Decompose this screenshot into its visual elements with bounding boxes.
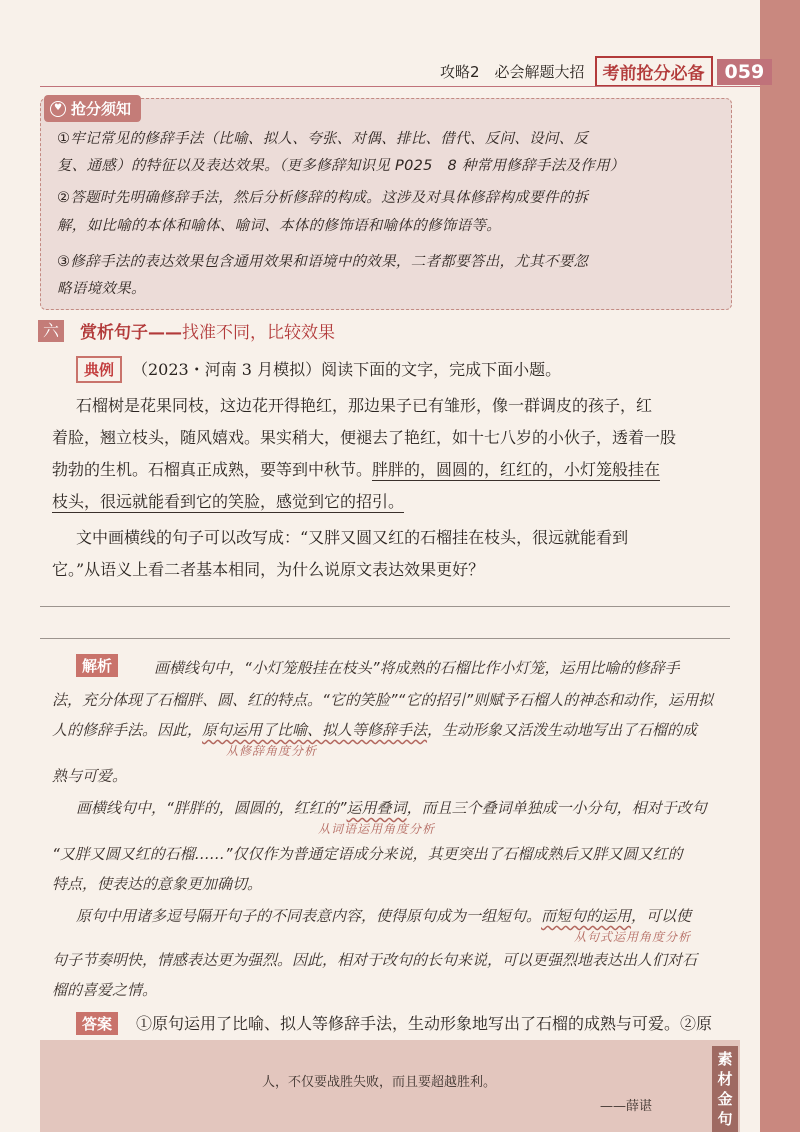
underlined-sentence: 枝头，很远就能看到它的笑脸，感觉到它的招引。 <box>52 492 405 511</box>
passage-text: 勃勃的生机。石榴真正成熟，要等到中秋节。 <box>52 460 373 479</box>
analysis-highlight: 原句运用了比喻、拟人等修辞手法 <box>202 721 428 739</box>
tips-tag <box>44 95 141 122</box>
footer-quote: 人，不仅要战胜失败，而且要超越胜利。 <box>262 1075 497 1090</box>
analysis-text: ，生动形象又活泼生动地写出了石榴的成 <box>427 721 698 739</box>
example-source: （2023・河南 3 月模拟）阅读下面的文字，完成下面小题。 <box>132 360 562 379</box>
tips-line: ③修辞手法的表达效果包含通用效果和语境中的效果，二者都要答出，尤其不要忽 <box>57 254 589 270</box>
tips-line: ②答题时先明确修辞手法，然后分析修辞的构成。这涉及对具体修辞构成要件的拆 <box>57 190 589 206</box>
question-line: 它。”从语义上看二者基本相同，为什么说原文表达效果更好？ <box>52 560 485 579</box>
page-number: 059 <box>717 59 773 85</box>
analysis-text: ，可以使 <box>631 907 692 925</box>
analysis-text: 人的修辞手法。因此， <box>52 721 203 739</box>
page-edge <box>756 0 800 1132</box>
answer-rule <box>40 606 730 607</box>
analysis-line: 特点，使表达的意象更加确切。 <box>52 875 263 893</box>
analysis-text: ，而且三个叠词单独成一小分句，相对于改句 <box>406 799 707 817</box>
answer-tag: 答案 <box>76 1012 118 1035</box>
header-divider <box>40 86 760 87</box>
margin-note: 从词语运用角度分析 <box>318 822 436 836</box>
analysis-tag: 解析 <box>76 654 118 677</box>
tips-box <box>40 98 732 310</box>
analysis-text: 原句中用诸多逗号隔开句子的不同表意内容，使得原句成为一组短句。 <box>76 907 542 925</box>
analysis-line: 句子节奏明快，情感表达更为强烈。因此，相对于改句的长句来说，可以更强烈地表达出人们对石 <box>52 951 698 969</box>
question-line: 文中画横线的句子可以改写成：“又胖又圆又红的石榴挂在枝头，很远就能看到 <box>76 528 629 547</box>
heart-icon: ♥ <box>50 101 66 117</box>
tips-line: 略语境效果。 <box>57 281 146 297</box>
margin-note: 从句式运用角度分析 <box>574 930 692 944</box>
section-title <box>80 318 335 343</box>
underlined-sentence: 胖胖的，圆圆的，红红的，小灯笼般挂在 <box>372 460 661 479</box>
analysis-line <box>76 904 691 928</box>
page-header <box>440 56 772 87</box>
answer-text: ①原句运用了比喻、拟人等修辞手法，生动形象地写出了石榴的成熟与可爱。②原 <box>136 1014 713 1033</box>
margin-note: 从修辞角度分析 <box>226 744 318 758</box>
example-tag: 典例 <box>76 356 122 383</box>
section-number: 六 <box>38 320 64 342</box>
tips-tag-label: 抢分须知 <box>71 100 132 118</box>
analysis-line: 榴的喜爱之情。 <box>52 981 158 999</box>
analysis-line <box>52 718 697 742</box>
analysis-text: 画横线句中，“胖胖的，圆圆的，红红的” <box>76 799 347 817</box>
analysis-highlight: 运用叠词 <box>346 799 407 817</box>
section-subtitle: 找准不同，比较效果 <box>182 323 335 343</box>
passage-line <box>52 490 404 514</box>
analysis-highlight: 而短句的运用 <box>541 907 632 925</box>
analysis-line: 熟与可爱。 <box>52 767 128 785</box>
analysis-line: 法，充分体现了石榴胖、圆、红的特点。“它的笑脸”“它的招引”则赋予石榴人的神态和动作，运用拟 <box>52 691 714 709</box>
passage-line <box>52 458 660 482</box>
tips-line: 解，如比喻的本体和喻体、喻词、本体的修饰语和喻体的修饰语等。 <box>57 218 501 234</box>
section-title-main: 赏析句子—— <box>80 323 182 343</box>
analysis-line: “又胖又圆又红的石榴……”仅仅作为普通定语成分来说，其更突出了石榴成熟后又胖又圆又红的 <box>52 845 683 863</box>
header-badge: 考前抢分必备 <box>595 56 713 87</box>
footer-author: ——薛谌 <box>600 1099 653 1114</box>
answer-rule <box>40 638 730 639</box>
footer-side-label: 素 材 金 句 <box>712 1046 738 1132</box>
header-section: 攻略2 必会解题大招 <box>440 63 585 81</box>
analysis-line <box>76 796 707 820</box>
analysis-line: 画横线句中，“小灯笼般挂在枝头”将成熟的石榴比作小灯笼，运用比喻的修辞手 <box>154 659 680 677</box>
tips-line: ①牢记常见的修辞手法（比喻、拟人、夸张、对偶、排比、借代、反问、设问、反 <box>57 131 589 147</box>
passage-line: 着脸，翘立枝头，随风嬉戏。果实稍大，便褪去了艳红，如十七八岁的小伙子，透着一股 <box>52 428 677 447</box>
tips-line: 复、通感）的特征以及表达效果。（更多修辞知识见 P025 8 种常用修辞手法及作用） <box>57 158 625 174</box>
passage-line: 石榴树是花果同枝，这边花开得艳红，那边果子已有雏形，像一群调皮的孩子，红 <box>76 396 653 415</box>
